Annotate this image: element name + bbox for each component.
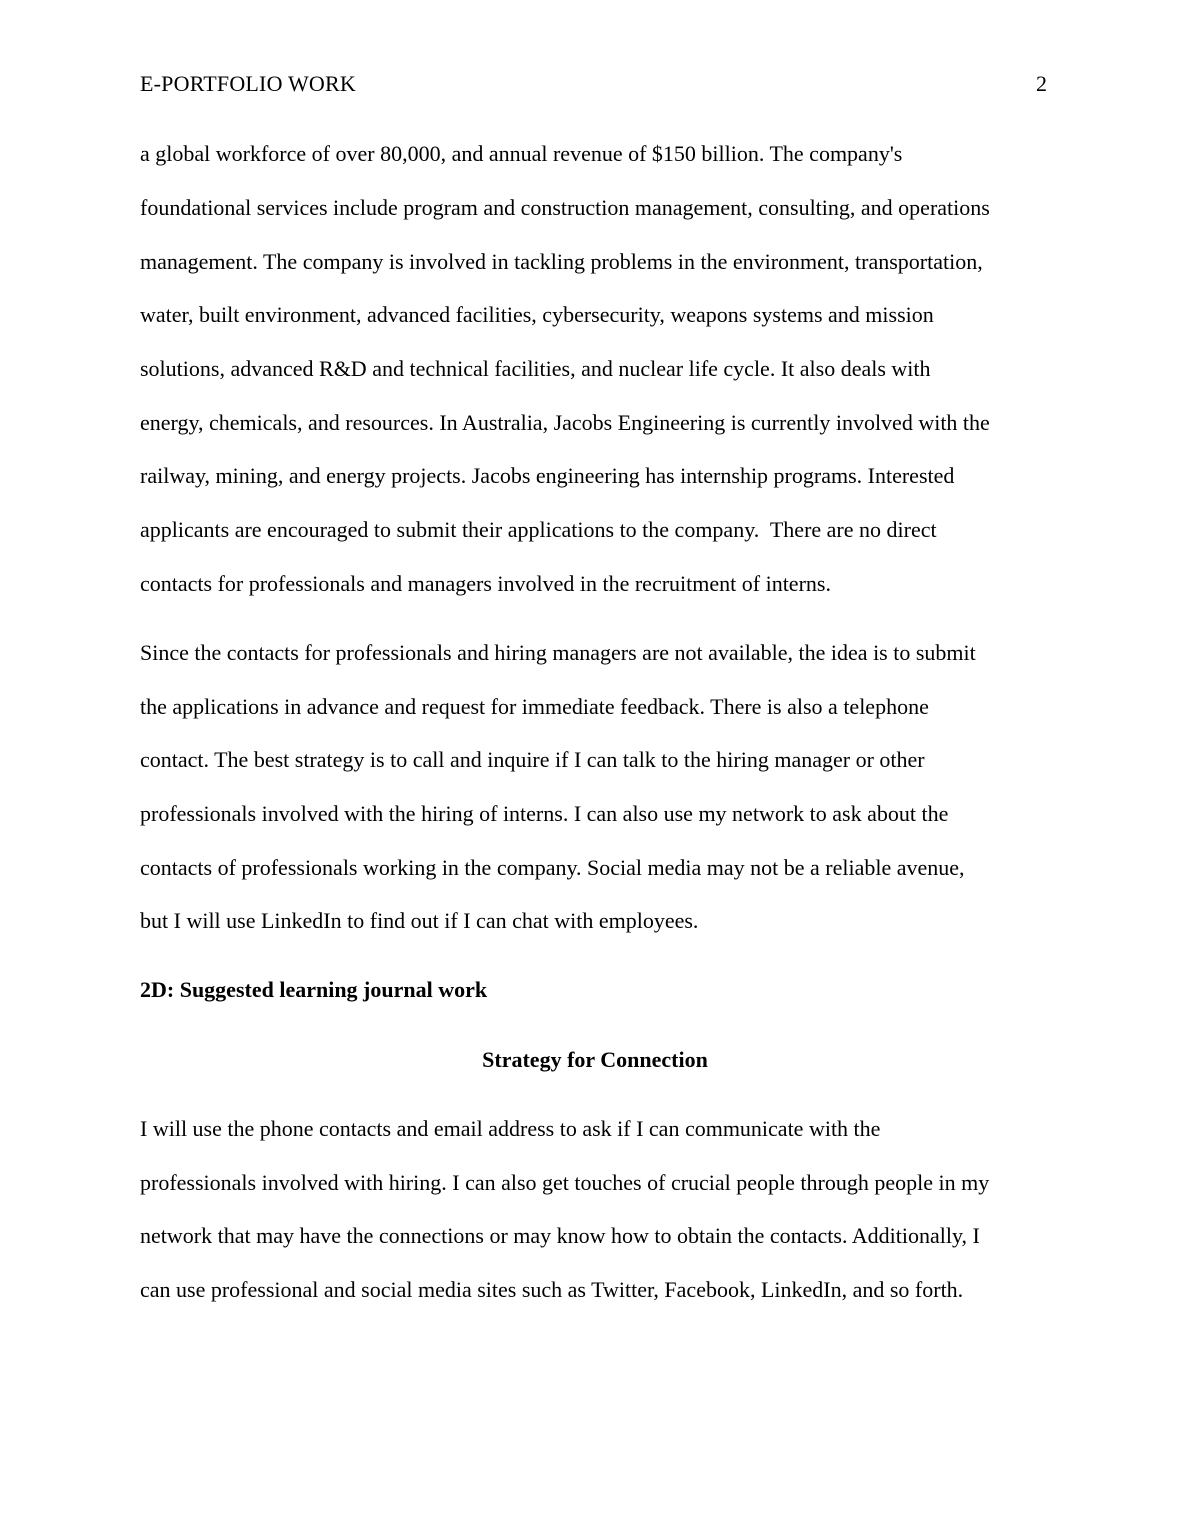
paragraph-line: the applications in advance and request for immediate feedback. There is also a telephone — [140, 694, 929, 719]
paragraph-line: a global workforce of over 80,000, and annual revenue of $150 billion. The company's — [140, 141, 903, 166]
paragraph-line: I will use the phone contacts and email address to ask if I can communicate with the — [140, 1116, 881, 1141]
paragraph-line: can use professional and social media sites such as Twitter, Facebook, LinkedIn, and so forth. — [140, 1277, 964, 1302]
paragraph-line: water, built environment, advanced facilities, cybersecurity, weapons systems and mission — [140, 302, 934, 327]
running-head: E-PORTFOLIO WORK — [140, 71, 356, 96]
paragraph-line: management. The company is involved in tackling problems in the environment, transportation, — [140, 249, 983, 274]
paragraph-line: railway, mining, and energy projects. Jacobs engineering has internship programs. Interested — [140, 463, 955, 488]
page-number: 2 — [1036, 71, 1047, 96]
paragraph-line: contact. The best strategy is to call and inquire if I can talk to the hiring manager or other — [140, 747, 925, 772]
paragraph-line: contacts for professionals and managers involved in the recruitment of interns. — [140, 571, 831, 596]
paragraph-line: but I will use LinkedIn to find out if I can chat with employees. — [140, 908, 699, 933]
paragraph-line: energy, chemicals, and resources. In Australia, Jacobs Engineering is currently involved with the — [140, 410, 990, 435]
paragraph-line: contacts of professionals working in the company. Social media may not be a reliable avenue, — [140, 855, 965, 880]
paragraph-line: foundational services include program and construction management, consulting, and operations — [140, 195, 990, 220]
paragraph-line: Since the contacts for professionals and hiring managers are not available, the idea is to submit — [140, 640, 976, 665]
paragraph-line: professionals involved with hiring. I can also get touches of crucial people through people in my — [140, 1170, 990, 1195]
paragraph-line: network that may have the connections or may know how to obtain the contacts. Additionally, I — [140, 1223, 980, 1248]
subheading: Strategy for Connection — [482, 1047, 708, 1072]
paragraph-line: applicants are encouraged to submit their applications to the company. There are no direct — [140, 517, 937, 542]
paragraph-line: professionals involved with the hiring of interns. I can also use my network to ask about the — [140, 801, 949, 826]
section-heading: 2D: Suggested learning journal work — [140, 977, 488, 1002]
paragraph-line: solutions, advanced R&D and technical facilities, and nuclear life cycle. It also deals with — [140, 356, 931, 381]
